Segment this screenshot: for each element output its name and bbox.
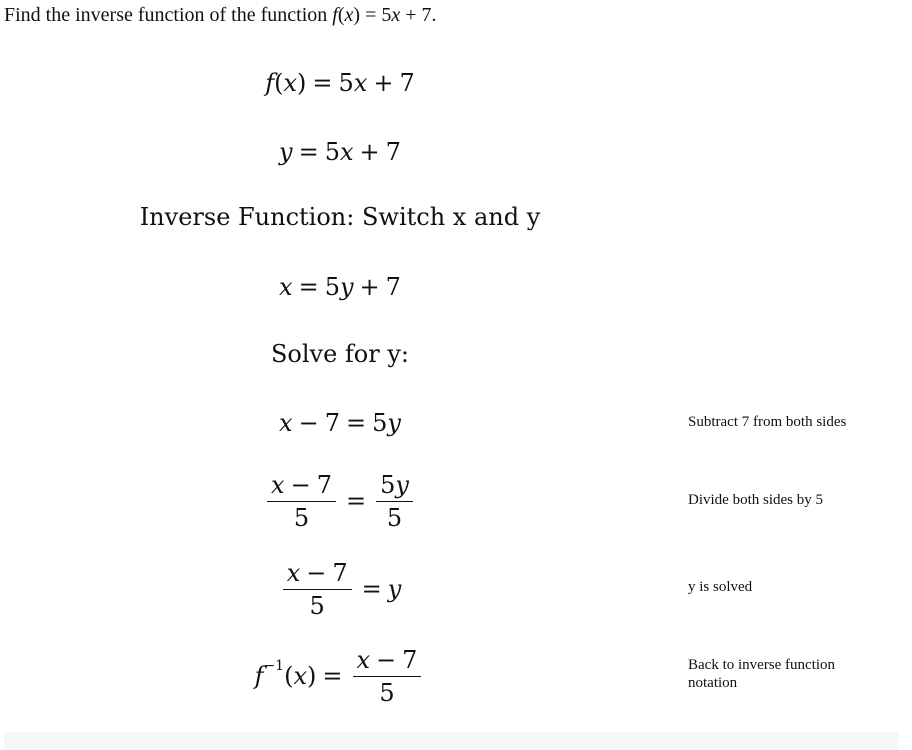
constant: 7. bbox=[421, 4, 437, 26]
equation-step-7 bbox=[0, 645, 680, 707]
heading-solve-for-y: Solve for y: bbox=[270, 340, 410, 368]
paren-open: ( bbox=[337, 4, 345, 26]
equation-step-6 bbox=[0, 558, 680, 620]
variable: y bbox=[339, 273, 354, 301]
constant: 7 bbox=[385, 138, 401, 166]
variable-y: y bbox=[279, 138, 293, 166]
equation-step-4 bbox=[0, 406, 680, 440]
coefficient: 5 bbox=[324, 273, 340, 301]
variable-x: x bbox=[279, 409, 293, 437]
constant: 7 bbox=[316, 470, 332, 499]
constant: 7 bbox=[402, 645, 418, 674]
rhs-variable: x bbox=[391, 4, 401, 26]
variable-x: x bbox=[356, 645, 371, 674]
variable: x bbox=[344, 4, 354, 26]
equals-sign: = bbox=[322, 662, 343, 690]
denominator: 5 bbox=[293, 503, 310, 532]
paren-open: ( bbox=[274, 69, 284, 97]
fraction-right bbox=[353, 647, 422, 706]
step-5-note: Divide both sides by 5 bbox=[688, 492, 823, 508]
function-name: f bbox=[265, 69, 275, 97]
constant: 7 bbox=[332, 558, 348, 587]
variable-x: x bbox=[279, 273, 293, 301]
equals-sign: = bbox=[298, 273, 319, 301]
variable-y: y bbox=[387, 575, 402, 603]
equation-step-1 bbox=[0, 66, 680, 100]
coefficient: 5 bbox=[380, 470, 396, 499]
fraction-right bbox=[376, 472, 413, 531]
equation-step-5 bbox=[0, 470, 680, 532]
coefficient: 5 bbox=[381, 4, 392, 26]
minus-sign: − bbox=[306, 558, 327, 587]
equals-sign: = bbox=[361, 575, 382, 603]
minus-sign: − bbox=[298, 409, 319, 437]
minus-sign: − bbox=[290, 470, 311, 499]
fraction-left bbox=[267, 472, 336, 531]
variable-y: y bbox=[387, 409, 401, 437]
plus-sign: + bbox=[373, 69, 394, 97]
plus-sign: + bbox=[405, 4, 417, 26]
variable-x: x bbox=[286, 558, 301, 587]
plus-sign: + bbox=[359, 138, 380, 166]
equals-sign: = bbox=[345, 487, 367, 515]
function-name: f bbox=[254, 662, 264, 690]
step-4-note: Subtract 7 from both sides bbox=[688, 414, 847, 430]
coefficient: 5 bbox=[372, 409, 388, 437]
variable: x bbox=[353, 69, 368, 97]
coefficient: 5 bbox=[324, 138, 340, 166]
footer-bar bbox=[4, 732, 898, 750]
step-7-note: Back to inverse function notation bbox=[688, 657, 836, 691]
paren-close: ) bbox=[353, 4, 361, 26]
minus-sign: − bbox=[376, 645, 397, 674]
paren-open: ( bbox=[284, 662, 294, 690]
inverse-superscript: −1 bbox=[263, 658, 285, 674]
equals-sign: = bbox=[345, 409, 367, 437]
heading-inverse-function: Inverse Function: Switch x and y bbox=[139, 203, 541, 231]
coefficient: 5 bbox=[338, 69, 354, 97]
function-name: f bbox=[332, 4, 338, 26]
variable: x bbox=[340, 138, 354, 166]
variable-x: x bbox=[293, 662, 308, 690]
equation-step-2 bbox=[0, 135, 680, 169]
problem-text: Find the inverse function of the function bbox=[4, 4, 328, 26]
equals-sign: = bbox=[365, 4, 377, 26]
denominator: 5 bbox=[386, 503, 403, 532]
equation-step-3 bbox=[0, 270, 680, 304]
fraction-left bbox=[283, 560, 352, 619]
step-6-note: y is solved bbox=[688, 579, 753, 595]
denominator: 5 bbox=[309, 591, 325, 620]
variable-y: y bbox=[395, 470, 409, 499]
equals-sign: = bbox=[298, 138, 319, 166]
equals-sign: = bbox=[312, 69, 333, 97]
variable: x bbox=[283, 69, 298, 97]
constant: 7 bbox=[324, 409, 340, 437]
paren-close: ) bbox=[307, 662, 317, 690]
denominator: 5 bbox=[379, 678, 395, 707]
plus-sign: + bbox=[359, 273, 380, 301]
constant: 7 bbox=[385, 273, 401, 301]
paren-close: ) bbox=[297, 69, 307, 97]
variable-x: x bbox=[271, 470, 285, 499]
constant: 7 bbox=[399, 69, 415, 97]
problem-statement bbox=[4, 4, 437, 27]
